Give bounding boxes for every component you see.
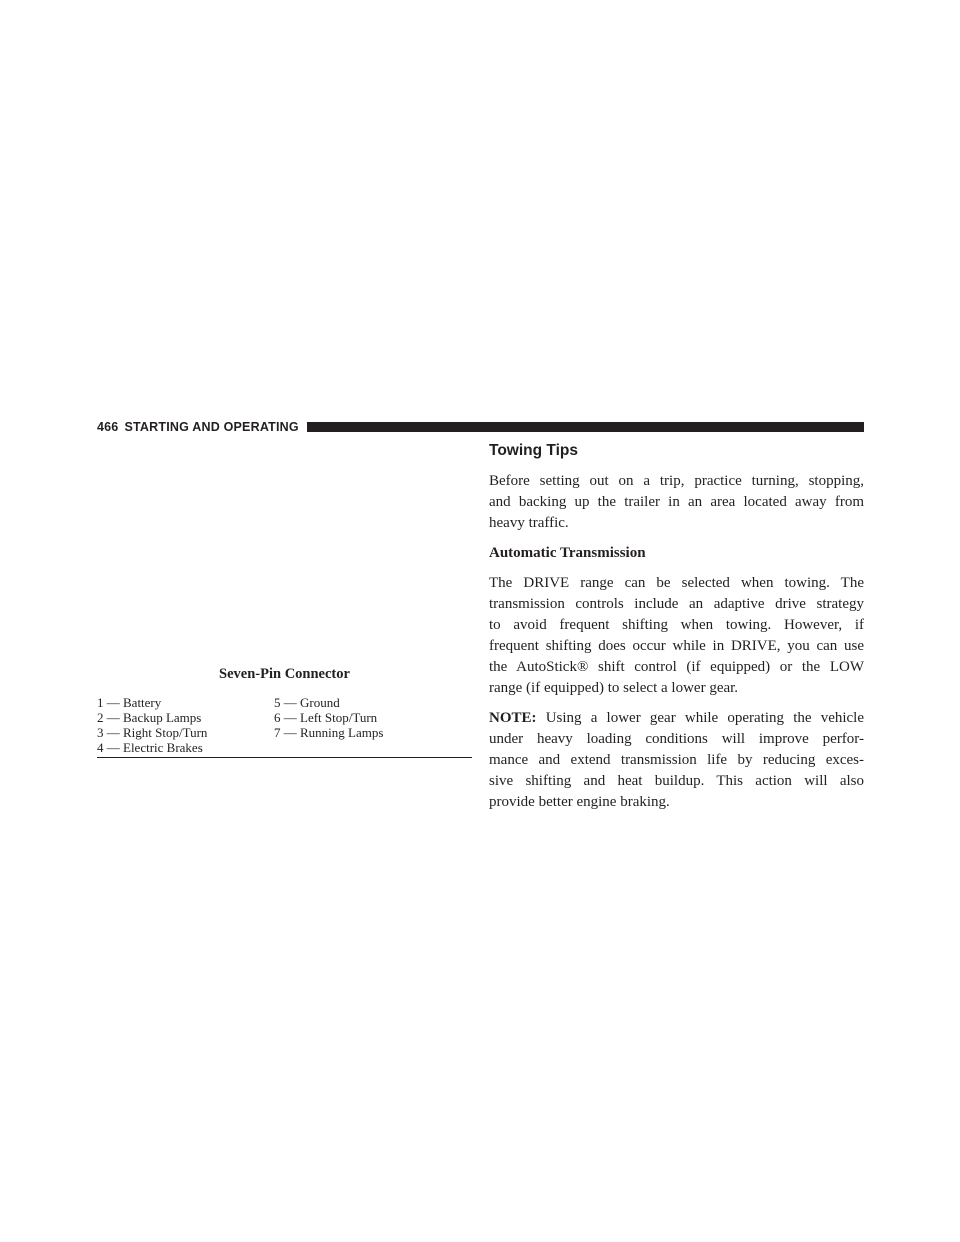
text-line: Before setting out on a trip, practice turning, stopping, — [489, 473, 864, 489]
figure-caption-block — [97, 666, 472, 758]
header-rule — [307, 422, 864, 432]
legend-item: 2 — Backup Lamps — [97, 710, 202, 725]
text-line: sive shifting and heat buildup. This action will also — [489, 773, 864, 789]
figure-caption: Seven-Pin Connector — [219, 666, 350, 682]
text-line: heavy traffic. — [489, 515, 569, 531]
text-line: under heavy loading conditions will improve perfor- — [489, 731, 864, 747]
text-line: The DRIVE range can be selected when towing. The — [489, 575, 864, 591]
text-line: transmission controls include an adaptive drive strategy — [489, 596, 864, 612]
intro-paragraph — [489, 471, 864, 534]
subheading: Automatic Transmission — [489, 545, 646, 561]
connector-legend — [97, 695, 472, 755]
legend-item-empty — [274, 740, 472, 755]
legend-item: 7 — Running Lamps — [274, 725, 384, 740]
section-heading: Towing Tips — [489, 442, 578, 459]
note-label: NOTE: — [489, 710, 537, 726]
text-line: range (if equipped) to select a lower gear. — [489, 680, 739, 696]
text-line: the AutoStick® shift control (if equipped) or the LOW — [489, 659, 864, 675]
text-line: provide better engine braking. — [489, 794, 670, 810]
section-title: STARTING AND OPERATING — [124, 420, 299, 434]
legend-item: 5 — Ground — [274, 695, 340, 710]
page-number: 466 — [97, 420, 119, 434]
text-line: to avoid frequent shifting when towing. However, if — [489, 617, 864, 633]
towing-tips-section — [489, 440, 864, 813]
page-header — [97, 419, 864, 435]
text-line: frequent shifting does occur while in DRIVE, you can use — [489, 638, 864, 654]
note-text: Using a lower gear while operating the vehicle — [545, 710, 865, 726]
transmission-paragraph — [489, 573, 864, 699]
legend-item: 4 — Electric Brakes — [97, 740, 203, 755]
text-line: mance and extend transmission life by reducing exces- — [489, 752, 864, 768]
text-line — [489, 708, 864, 729]
legend-item: 1 — Battery — [97, 695, 162, 710]
note-paragraph — [489, 708, 864, 813]
legend-item: 6 — Left Stop/Turn — [274, 710, 378, 725]
legend-rule — [97, 757, 472, 758]
text-line: and backing up the trailer in an area located away from — [489, 494, 864, 510]
legend-item: 3 — Right Stop/Turn — [97, 725, 208, 740]
